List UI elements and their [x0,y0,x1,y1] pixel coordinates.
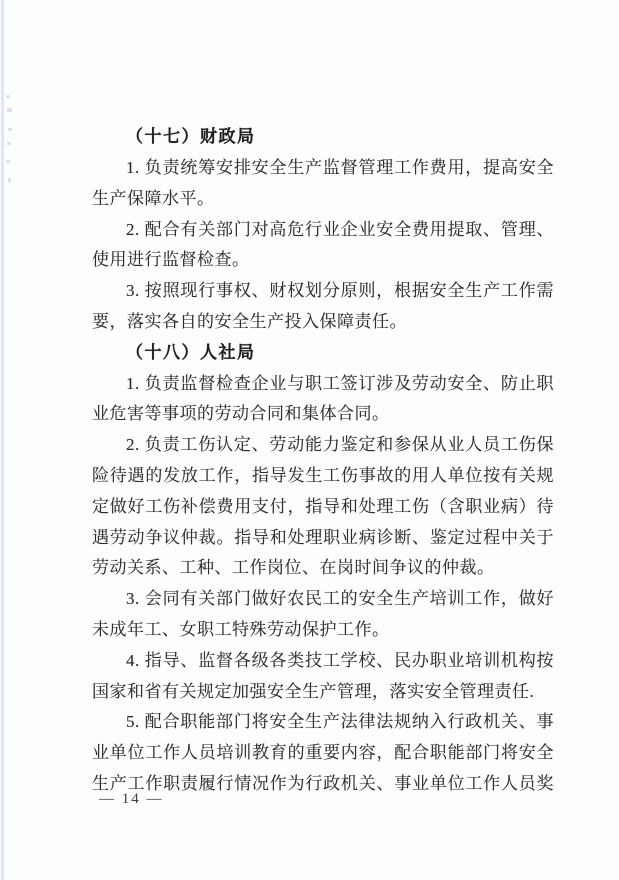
text-line: 业危害等事项的劳动合同和集体合同。 [92,404,390,423]
scan-speck [6,95,10,98]
text-line: 2. 负责工伤认定、劳动能力鉴定和参保从业人员工伤保 [126,435,554,454]
section-heading-17-finance-bureau: （十七）财政局 [126,127,256,146]
text-line: 5. 配合职能部门将安全生产法律法规纳入行政机关、事 [126,712,554,731]
text-line: 生产保障水平。 [92,189,215,208]
text-line: 3. 会同有关部门做好农民工的安全生产培训工作，做好 [126,589,554,608]
scanner-edge-line [1,0,4,880]
text-line: 生产工作职责履行情况作为行政机关、事业单位工作人员奖 [92,774,554,793]
scan-speck [6,160,10,163]
text-line: 劳动关系、工种、工作岗位、在岗时间争议的仲裁。 [92,558,495,577]
text-line: 2. 配合有关部门对高危行业企业安全费用提取、管理、 [126,220,554,239]
text-line: 国家和省有关规定加强安全生产管理，落实安全管理责任. [92,682,535,701]
page-number: — 14 — [99,791,164,807]
text-line: 1. 负责统筹安排安全生产监督管理工作费用，提高安全 [126,158,554,177]
scan-speck [7,142,11,145]
text-line: 3. 按照现行事权、财权划分原则，根据安全生产工作需 [126,281,554,300]
text-line: 定做好工伤补偿费用支付，指导和处理工伤（含职业病）待 [92,497,554,516]
text-line: 1. 负责监督检查企业与职工签订涉及劳动安全、防止职 [126,374,554,393]
scan-speck [7,108,12,112]
text-line: 4. 指导、监督各级各类技工学校、民办职业培训机构按 [126,651,554,670]
scan-speck [8,128,12,131]
scan-speck [8,178,11,183]
text-line: 业单位工作人员培训教育的重要内容，配合职能部门将安全 [92,743,554,762]
text-line: 遇劳动争议仲裁。指导和处理职业病诊断、鉴定过程中关于 [92,528,554,547]
text-line: 险待遇的发放工作，指导发生工伤事故的用人单位按有关规 [92,466,554,485]
text-line: 使用进行监督检查。 [92,250,250,269]
text-line: 未成年工、女职工特殊劳动保护工作。 [92,620,390,639]
section-heading-18-hr-social-security-bureau: （十八）人社局 [126,343,256,362]
text-line: 要，落实各自的安全生产投入保障责任。 [92,312,407,331]
